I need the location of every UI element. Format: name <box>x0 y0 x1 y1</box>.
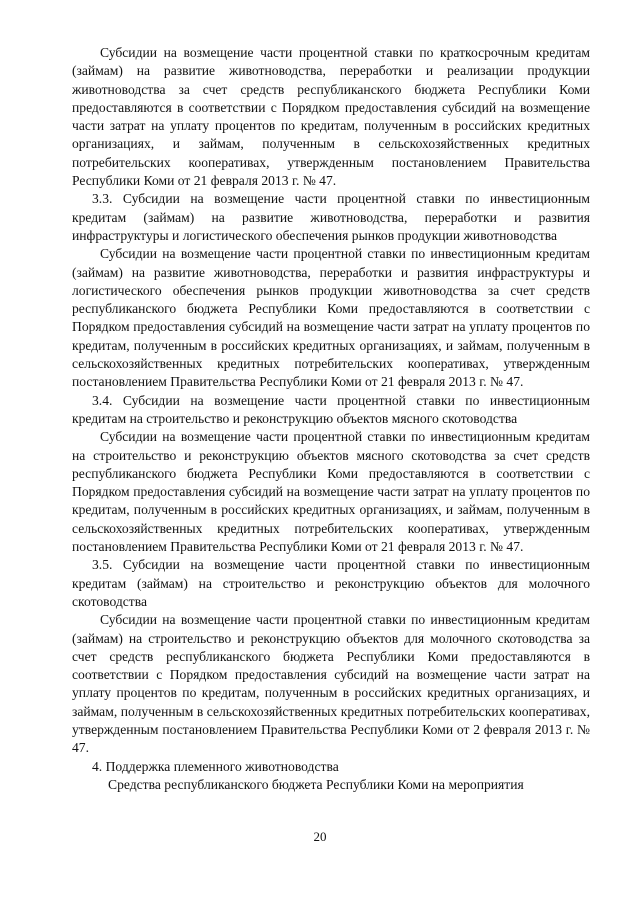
section-heading-3-3: 3.3. Субсидии на возмещение части процентной ставки по инвестиционным кредитам (займам) на развитие животноводства, переработки и развития инфраструктуры и логистического обеспечения рынков продукции животноводства <box>72 191 590 243</box>
page-number: 20 <box>313 829 327 844</box>
paragraph-meat-cattle-breeding: Субсидии на возмещение части процентной ставки по инвестиционным кредитам на строительство и реконструкцию объектов мясного скотоводства за счет средств республиканского бюджета Республики Коми предоставляются в соответствии с Порядком предоставления субсидий на возмещение части затрат на уплату процентов по кредитам, полученным в российских кредитных организациях, и займам, полученным в сельскохозяйственных кредитных потребительских кооперативах, утвержденным постановлением Правительства Республики Коми от 21 февраля 2013 г. № 47. <box>72 429 590 555</box>
paragraph-short-term-loans: Субсидии на возмещение части процентной ставки по краткосрочным кредитам (займам) на развитие животноводства, переработки и реализации продукции животноводства за счет средств республиканского бюджета Республики Коми предоставляются в соответствии с Порядком предоставления субсидий на возмещение части затрат на уплату процентов по кредитам, полученным в российских кредитных организациях, и займам, полученным в сельскохозяйственных кредитных потребительских кооперативах, утвержденным постановлением Правительства Республики Коми от 21 февраля 2013 г. № 47. <box>72 45 590 189</box>
paragraph-investment-loans-infrastructure: Субсидии на возмещение части процентной ставки по инвестиционным кредитам (займам) на развитие животноводства, переработки и развития инфраструктуры и логистического обеспечения рынков продукции животноводства за счет средств республиканского бюджета Республики Коми предоставляются в соответствии с Порядком предоставления субсидий на возмещение части затрат на уплату процентов по кредитам, полученным в российских кредитных организациях, и займам, полученным в сельскохозяйственных кредитных потребительских кооперативах, утвержденным постановлением Правительства Республики Коми от 21 февраля 2013 г. № 47. <box>72 246 590 390</box>
paragraph-dairy-cattle-breeding: Субсидии на возмещение части процентной ставки по инвестиционным кредитам (займам) на строительство и реконструкцию объектов для молочного скотоводства за счет средств республиканского бюджета Республики Коми предоставляются в соответствии с Порядком предоставления субсидий на возмещение части затрат на уплату процентов по кредитам, полученным в российских кредитных организациях, и займам, полученным в сельскохозяйственных кредитных потребительских кооперативах, утвержденным постановлением Правительства Республики Коми от 2 февраля 2013 г. № 47. <box>72 612 590 756</box>
paragraph-pedigree-funding: Средства республиканского бюджета Республики Коми на мероприятия <box>108 776 524 792</box>
scan-artifact <box>120 885 600 895</box>
section-heading-4: 4. Поддержка племенного животноводства <box>92 758 339 774</box>
section-heading-3-5: 3.5. Субсидии на возмещение части процентной ставки по инвестиционным кредитам (займам) на строительство и реконструкцию объектов для молочного скотоводства <box>72 557 590 609</box>
section-heading-3-4: 3.4. Субсидии на возмещение части процентной ставки по инвестиционным кредитам на строительство и реконструкцию объектов мясного скотоводства <box>72 392 590 426</box>
document-page <box>72 44 590 844</box>
